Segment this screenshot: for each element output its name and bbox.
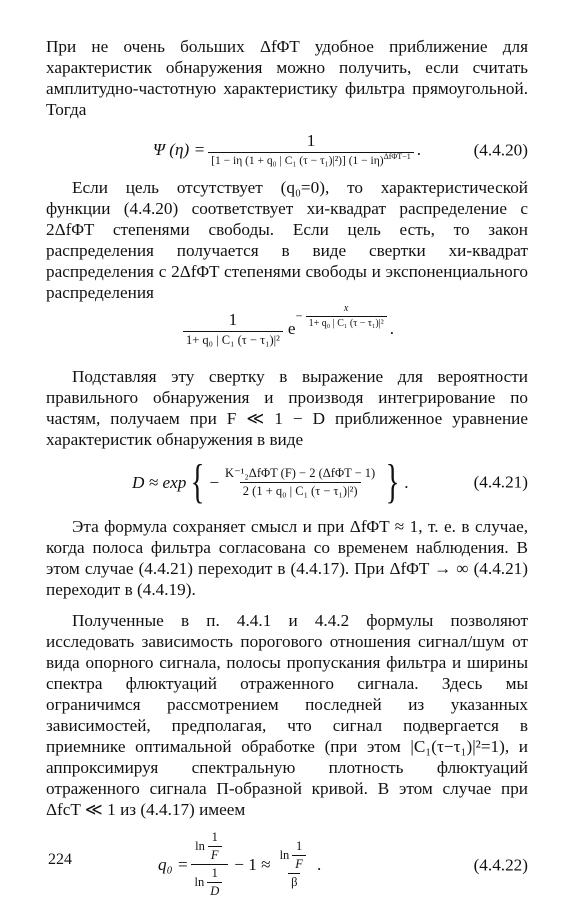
eq3-end: . (404, 472, 409, 492)
eq4-D: D (207, 882, 222, 899)
eq2-numerator: 1 (228, 310, 238, 329)
eq1-number: (4.4.20) (473, 140, 528, 159)
right-brace: } (385, 455, 400, 508)
equation-4-4-21: D ≈ exp { − $\frac{\text{K⁻¹₂ΔfΦT (F) − 2 (ΔfΦT − 1)}}{\text{2 (1 + q₀ | C₁ (τ − τ₁)|²)}}$ } . (4.4.21) (132, 455, 528, 508)
eq4-ln-3: ln (279, 848, 290, 862)
eq4-beta: β (288, 873, 300, 890)
eq1-lhs: Ψ (η) = (152, 140, 206, 159)
eq4-lhs: q₀ = (158, 855, 189, 874)
eq3-denominator: 2 (1 + q₀ | C₁ (τ − τ₁)|²) (240, 482, 361, 499)
eq2-denominator: 1+ q₀ | C₁ (τ − τ₁)|² (183, 331, 283, 348)
eq4-end: . (316, 855, 322, 874)
eq3-fraction (222, 466, 378, 499)
eq4-minus-one: − 1 ≈ (234, 855, 271, 874)
eq4-F-1: F (208, 846, 222, 863)
eq3-numerator: K⁻¹₂ΔfΦT (F) − 2 (ΔfΦT − 1) (225, 465, 376, 480)
eq1-fraction (208, 130, 414, 169)
page-number: 224 (48, 851, 72, 868)
paragraph-1: При не очень больших ΔfΦT удобное приближение для характеристик обнаружения можно получить, если считать амплитудно-частотную характеристику фильтра прямоугольной. Тогда (46, 37, 528, 119)
eq2-e: e (287, 319, 296, 338)
eq1-end: . (416, 140, 422, 159)
left-brace: { (190, 455, 205, 508)
eq2-exp-fraction (306, 303, 387, 330)
eq1-denominator-exponent: ΔfΦT−1 (383, 152, 411, 162)
equation-4-4-22 (46, 830, 528, 899)
equation-4-4-20 (46, 130, 528, 169)
page-body (46, 36, 528, 905)
eq3-number: (4.4.21) (473, 472, 528, 492)
paragraph-4: Эта формула сохраняет смысл и при ΔfΦT ≈ 1, т. е. в случае, когда полоса фильтра согласована со временем наблюдения. В этом случае (4.4.21) переходит в (4.4.17). При ΔfΦT → ∞ (4.4.21) переходит в (4.4.19). (46, 517, 528, 599)
paragraph-2: Если цель отсутствует (q₀=0), то характеристической функции (4.4.20) соответствует хи-квадрат распределение с 2ΔfΦT степенями свободы. Если цель есть, то закон распределения получается в виде свертки хи-квадрат распределения с 2ΔfΦT степенями свободы и экспоненциального распределения (46, 178, 528, 302)
paragraph-3: Подставляя эту свертку в выражение для вероятности правильного обнаружения и производя интегрирование по частям, получаем при F ≪ 1 − D приближенное уравнение характеристик обнаружения в виде (46, 367, 528, 449)
eq1-denominator: [1 − iη (1 + q₀ | C₁ (τ − τ₁)|²)] (1 − iη) (211, 155, 384, 167)
equation-density (46, 303, 528, 348)
eq2-exp-minus: − (295, 309, 303, 323)
eq4-one-3: 1 (295, 839, 303, 853)
eq4-fraction-1 (191, 830, 228, 899)
eq4-one-2: 1 (211, 866, 218, 880)
eq2-fraction (183, 309, 283, 348)
eq2-exponent (296, 303, 390, 330)
eq4-one-1: 1 (211, 830, 218, 844)
eq4-number: (4.4.22) (473, 855, 528, 874)
eq2-exp-numerator: x (343, 303, 349, 314)
paragraph-5: Полученные в п. 4.4.1 и 4.4.2 формулы позволяют исследовать зависимость порогового отношения сигнал/шум от вида опорного сигнала, полосы пропускания фильтра и ширины спектра флюктуаций отраженного сигнала. Здесь мы ограничимся рассмотрением последней из указанных зависимостей, предполагая, что сигнал подвергается в приемнике оптимальной обработке (при этом |C₁(τ−τ₁)|²=1), и аппроксимируя спектральную плотность флюктуаций отраженного сигнала П-образной кривой. В этом случае при ΔfcT ≪ 1 из (4.4.17) имеем (46, 611, 528, 819)
eq4-ln-2: ln (194, 875, 205, 889)
eq4-fraction-2 (277, 839, 312, 890)
eq2-end: . (389, 319, 394, 338)
eq4-ln-1: ln (195, 839, 205, 853)
eq2-exp-denominator: 1+ q₀ | C₁ (τ − τ₁)|² (306, 316, 387, 330)
eq4-F-2: F (292, 855, 306, 872)
eq1-numerator: 1 (306, 131, 316, 150)
eq3-lhs: D ≈ exp (132, 472, 187, 492)
